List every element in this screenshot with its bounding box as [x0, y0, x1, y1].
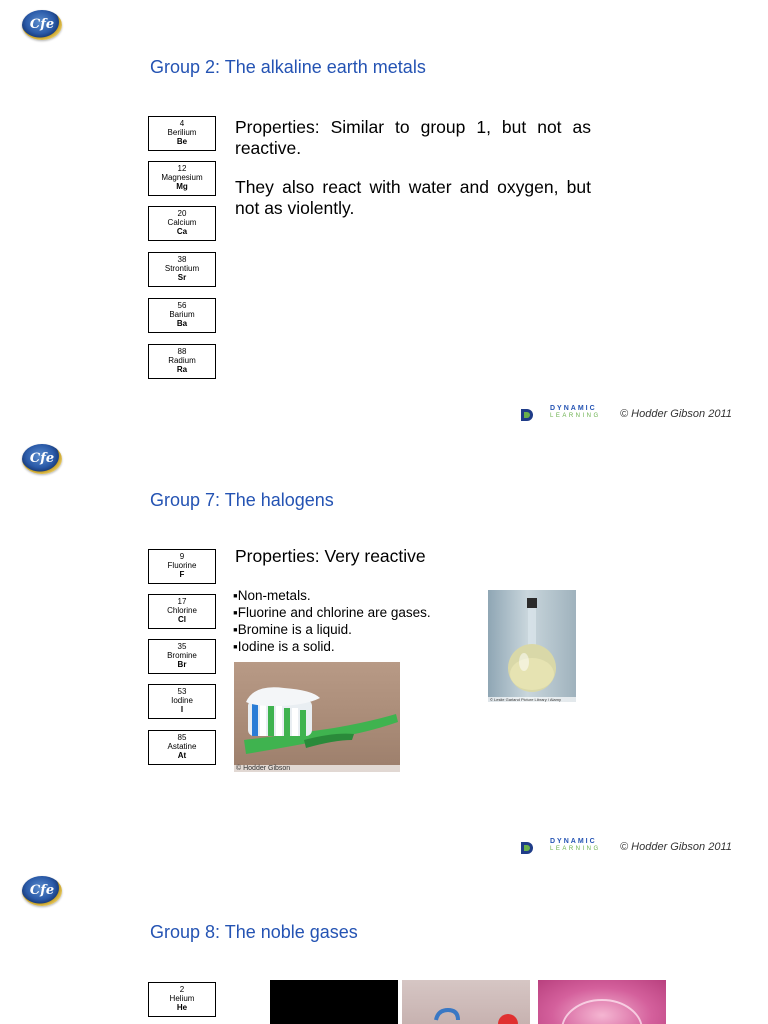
element-tile: 56 Barium Ba — [148, 298, 216, 333]
slide-group-8 — [0, 872, 768, 1024]
brand-line-1: DYNAMIC — [550, 405, 597, 412]
element-tile: 38 Strontium Sr — [148, 252, 216, 287]
black-photo — [270, 980, 398, 1024]
bullet-list — [233, 587, 431, 655]
dynamic-learning-logo-icon — [520, 408, 534, 422]
element-tile: 4 Berilium Be — [148, 116, 216, 151]
cfe-logo: Cfe — [22, 10, 62, 40]
slide-group-2 — [0, 0, 768, 430]
element-tile: 88 Radium Ra — [148, 344, 216, 379]
brand-line-2: LEARNING — [550, 413, 601, 419]
gas-tube-photo — [402, 980, 530, 1024]
element-tile: 85 Astatine At — [148, 730, 216, 765]
footer — [520, 405, 760, 425]
list-item: ▪ Iodine is a solid. — [233, 638, 431, 655]
photo-caption: © Leslie Garland Picture Library / Alamy — [488, 697, 576, 702]
reaction-text: They also react with water and oxygen, but not as violently. — [235, 177, 591, 218]
element-tile: 17 Chlorine Cl — [148, 594, 216, 629]
slide-title: Group 2: The alkaline earth metals — [150, 57, 426, 77]
element-tile: 12 Magnesium Mg — [148, 161, 216, 196]
bromine-flask-photo — [488, 590, 576, 702]
slide-title: Group 8: The noble gases — [150, 922, 358, 942]
brand-line-1: DYNAMIC — [550, 838, 597, 845]
cfe-logo: Cfe — [22, 876, 62, 906]
list-item: ▪ Fluorine and chlorine are gases. — [233, 604, 431, 621]
cfe-logo: Cfe — [22, 444, 62, 474]
element-tile: 20 Calcium Ca — [148, 206, 216, 241]
brand-line-2: LEARNING — [550, 846, 601, 852]
slide-group-7 — [0, 440, 768, 870]
dynamic-learning-logo-icon — [520, 841, 534, 855]
photo-caption: © Hodder Gibson — [234, 765, 400, 772]
properties-text: Properties: Similar to group 1, but not as reactive. — [235, 117, 591, 158]
copyright: © Hodder Gibson 2011 — [620, 408, 732, 420]
list-item: ▪ Bromine is a liquid. — [233, 621, 431, 638]
element-tile: 2 Helium He — [148, 982, 216, 1017]
copyright: © Hodder Gibson 2011 — [620, 841, 732, 853]
slide-title: Group 7: The halogens — [150, 490, 334, 510]
properties-heading: Properties: Very reactive — [235, 546, 426, 566]
toothbrush-photo — [234, 662, 400, 772]
element-tile: 9 Fluorine F — [148, 549, 216, 584]
footer — [520, 838, 760, 858]
list-item: ▪ Non-metals. — [233, 587, 431, 604]
neon-bulb-photo — [538, 980, 666, 1024]
element-tile: 53 Iodine I — [148, 684, 216, 719]
element-tile: 35 Bromine Br — [148, 639, 216, 674]
